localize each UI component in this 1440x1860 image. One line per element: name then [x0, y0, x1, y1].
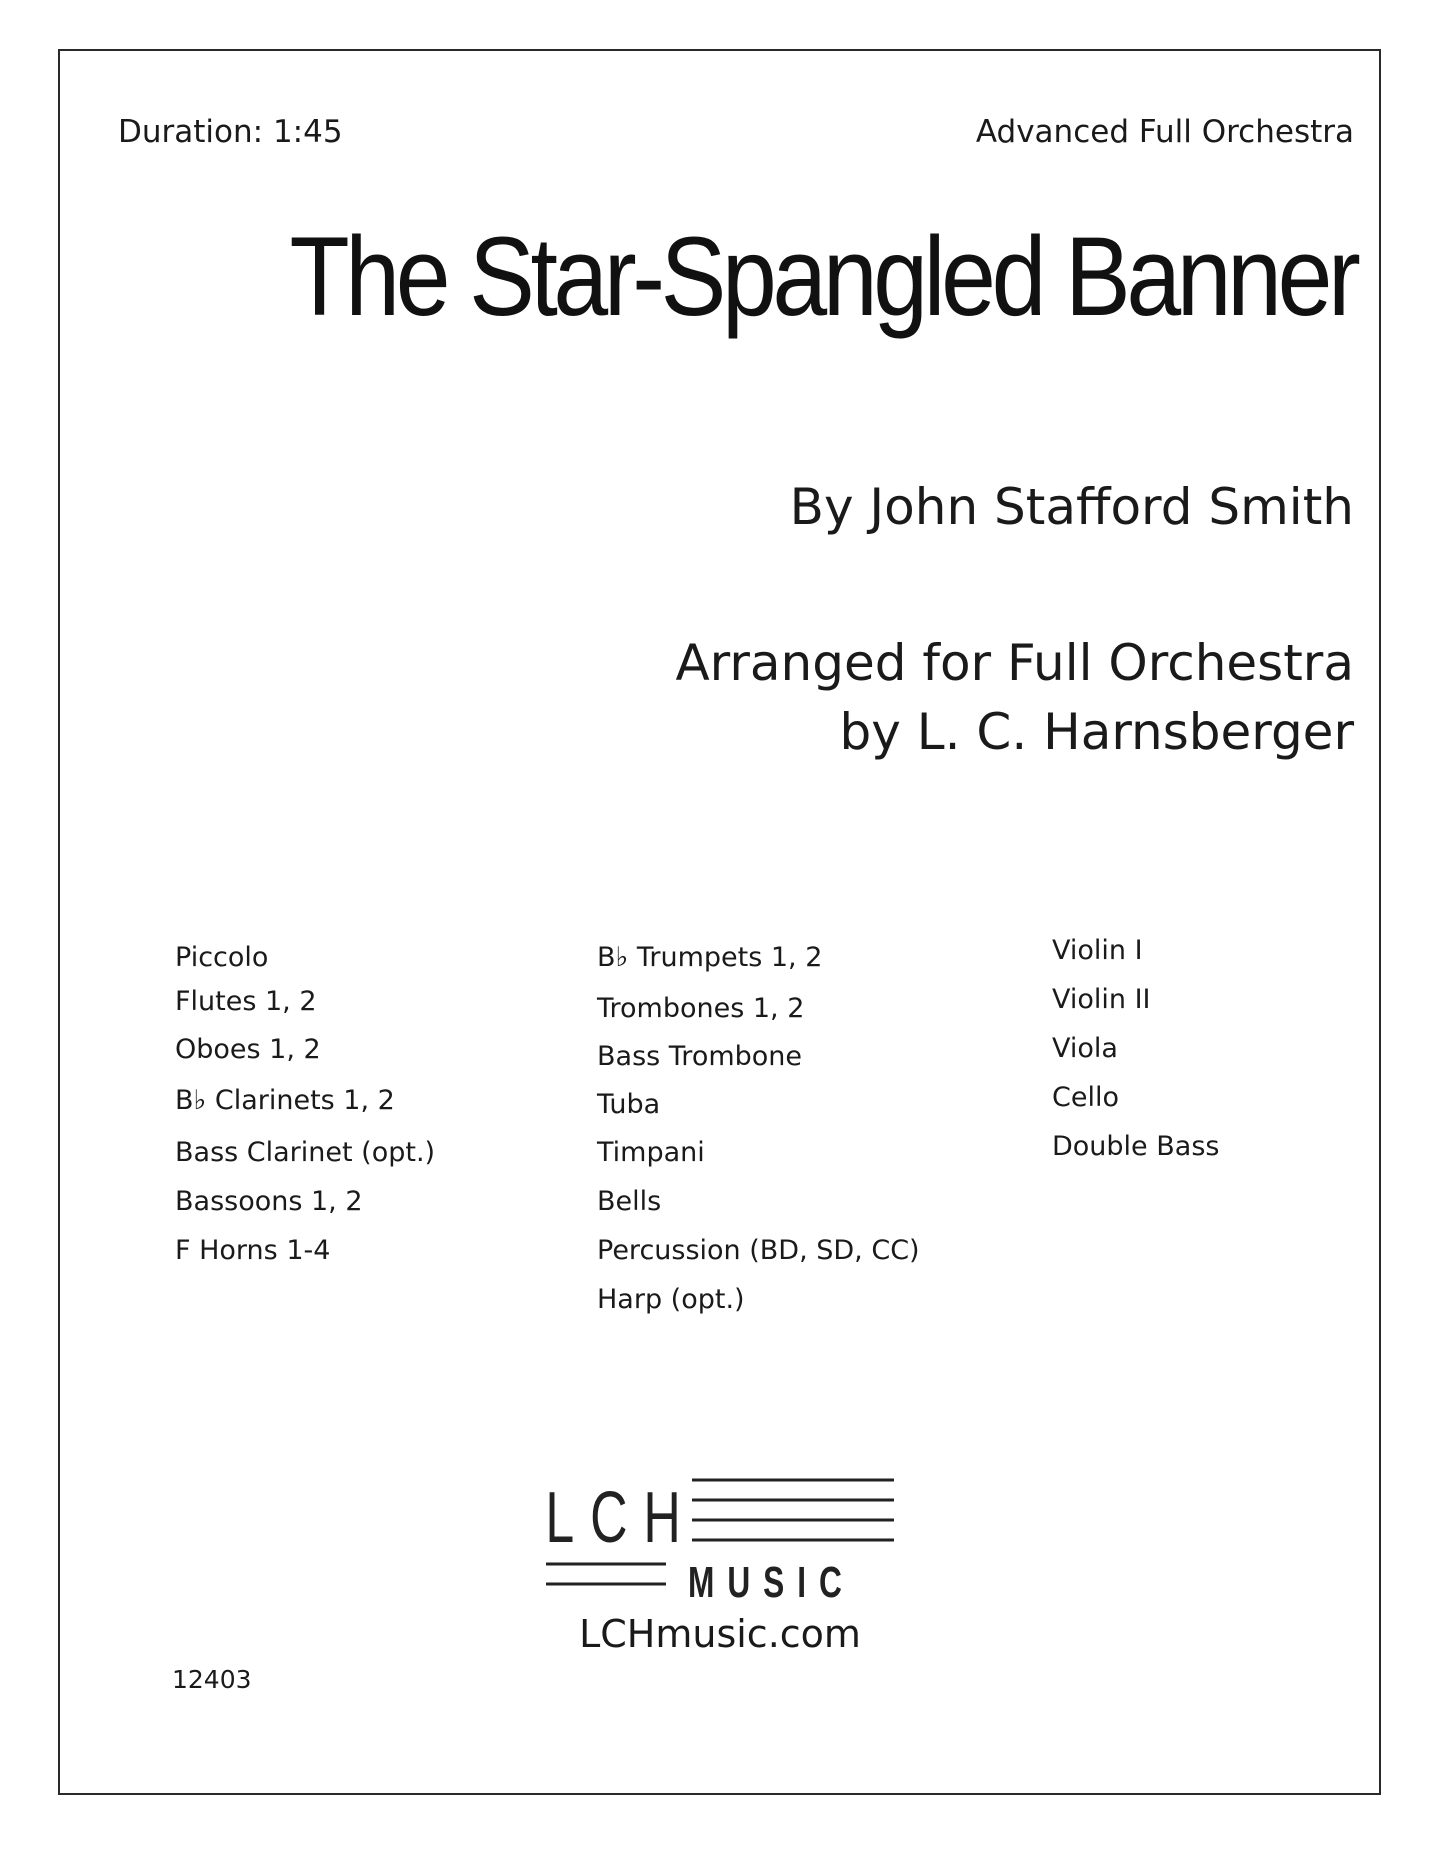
- website-link: LCHmusic.com: [579, 1612, 861, 1656]
- catalog-number: 12403: [172, 1665, 252, 1694]
- instrument-item: Timpani: [597, 1137, 705, 1168]
- instrument-item: Oboes 1, 2: [175, 1034, 321, 1065]
- instrument-item: Violin I: [1052, 935, 1143, 966]
- instrument-item: Bells: [597, 1186, 662, 1217]
- composer-credit: By John Stafford Smith: [789, 478, 1354, 536]
- arrangement-line-2: by L. C. Harnsberger: [839, 703, 1354, 761]
- instrument-item: Bass Trombone: [597, 1041, 803, 1072]
- arrangement-line-1: Arranged for Full Orchestra: [675, 634, 1354, 692]
- instrument-item: Flutes 1, 2: [175, 986, 317, 1017]
- instrument-item: Bassoons 1, 2: [175, 1186, 363, 1217]
- level-label: Advanced Full Orchestra: [975, 114, 1354, 150]
- instrument-item: Trombones 1, 2: [597, 993, 805, 1024]
- instrument-item: Piccolo: [175, 942, 269, 973]
- instrument-item: Viola: [1052, 1033, 1118, 1064]
- instrument-item: Tuba: [597, 1089, 661, 1120]
- logo-bottom-text: MUSIC: [688, 1557, 855, 1602]
- duration-label: Duration: 1:45: [118, 114, 343, 150]
- page-title: The Star-Spangled Banner: [289, 214, 1356, 339]
- instrument-item: B♭ Trumpets 1, 2: [597, 942, 823, 973]
- instrument-item: F Horns 1-4: [175, 1235, 331, 1266]
- instrument-item: Percussion (BD, SD, CC): [597, 1235, 920, 1266]
- logo-top-text: LCH: [545, 1477, 697, 1559]
- instrument-item: Cello: [1052, 1082, 1119, 1113]
- instrument-item: Violin II: [1052, 984, 1151, 1015]
- instrument-item: Bass Clarinet (opt.): [175, 1137, 436, 1168]
- instrument-item: Double Bass: [1052, 1131, 1220, 1162]
- lch-music-logo: [544, 1472, 894, 1602]
- instrument-item: Harp (opt.): [597, 1284, 745, 1315]
- instrument-item: B♭ Clarinets 1, 2: [175, 1085, 395, 1116]
